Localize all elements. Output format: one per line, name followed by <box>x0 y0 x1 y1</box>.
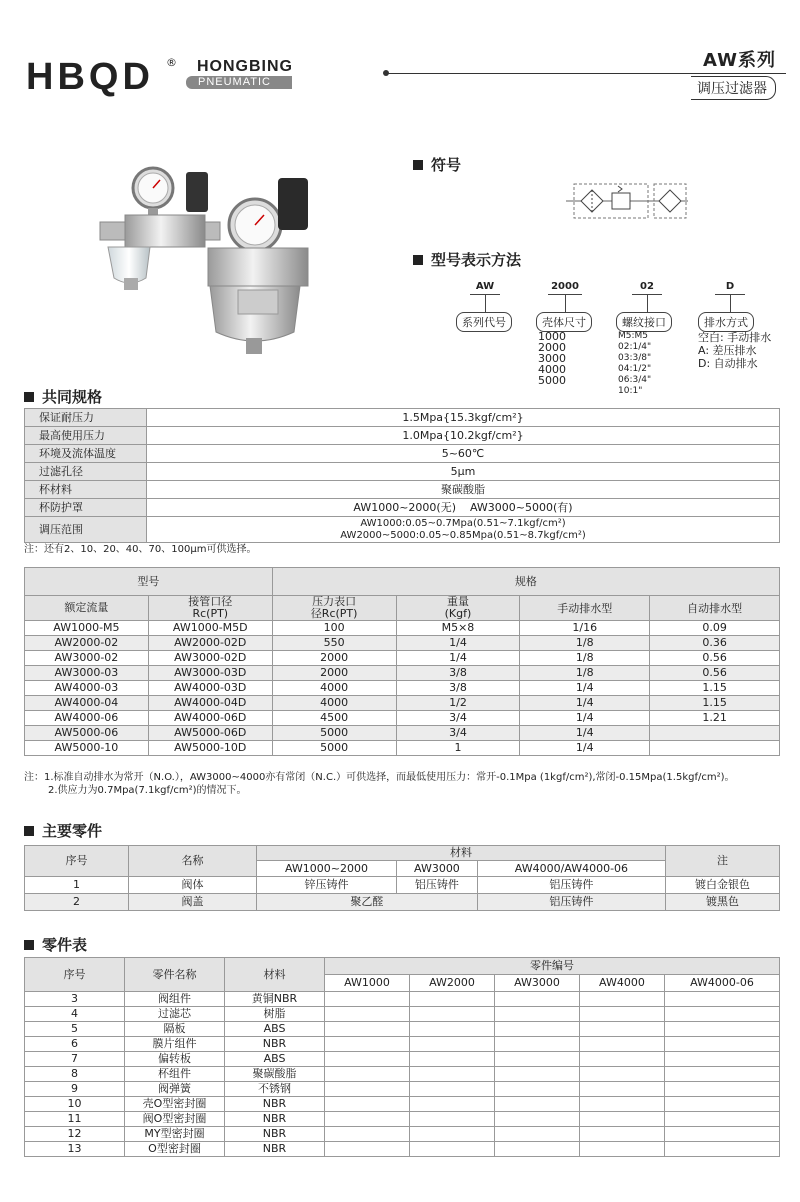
cell: AW4000-06D <box>148 711 272 726</box>
cell: 膜片组件 <box>125 1037 225 1052</box>
cell <box>409 1142 494 1157</box>
partlist-title-text: 零件表 <box>42 936 88 954</box>
cell: 不锈钢 <box>225 1082 325 1097</box>
cell: AW5000-06D <box>148 726 272 741</box>
drain-options <box>698 331 771 370</box>
label-housing-size: 壳体尺寸 <box>536 312 592 332</box>
symbol-title-text: 符号 <box>431 156 462 174</box>
table-row <box>25 1082 780 1097</box>
table-row <box>25 681 780 696</box>
cell: 1/4 <box>396 636 520 651</box>
cell: 2000 <box>272 666 396 681</box>
header-col: AW4000-06 <box>664 975 779 992</box>
size-options <box>538 331 566 386</box>
header-m1: AW1000~2000 <box>257 861 397 877</box>
drain-option: A: 差压排水 <box>698 344 757 357</box>
code-thread: 02 <box>640 281 654 292</box>
cell <box>579 1127 664 1142</box>
spec-key: 杯材料 <box>25 481 147 499</box>
partlist-section-title <box>24 934 87 955</box>
cell: 0.36 <box>650 636 780 651</box>
cell: 5000 <box>272 726 396 741</box>
cell: 1/16 <box>520 621 650 636</box>
table-row <box>25 636 780 651</box>
common-section-title <box>24 386 102 407</box>
table-row <box>25 1007 780 1022</box>
cell: 镀黑色 <box>666 894 780 911</box>
table-row <box>25 651 780 666</box>
cell: 11 <box>25 1112 125 1127</box>
cell: 10 <box>25 1097 125 1112</box>
cell: 过滤芯 <box>125 1007 225 1022</box>
cell <box>325 1052 410 1067</box>
label-series-code: 系列代号 <box>456 312 512 332</box>
cell <box>494 1112 579 1127</box>
cell: 1.15 <box>650 696 780 711</box>
thread-option: M5:M5 <box>618 331 649 341</box>
cell <box>664 1007 779 1022</box>
thread-option: 10:1" <box>618 386 643 396</box>
pneumatic-symbol-diagram <box>566 182 688 222</box>
cell: 1/4 <box>520 711 650 726</box>
cell: 1.15 <box>650 681 780 696</box>
cell: 1 <box>25 877 129 894</box>
header-name: 零件名称 <box>125 958 225 992</box>
drain-option: D: 自动排水 <box>698 357 758 370</box>
cell: AW2000-02D <box>148 636 272 651</box>
cell: 黄铜NBR <box>225 992 325 1007</box>
cell: 5 <box>25 1022 125 1037</box>
cell <box>494 1022 579 1037</box>
parts-section-title <box>24 820 102 841</box>
cell: 铝压铸件 <box>397 877 478 894</box>
cell: 镀白金银色 <box>666 877 780 894</box>
cell: 隔板 <box>125 1022 225 1037</box>
cell: 铝压铸件 <box>477 894 665 911</box>
cell <box>579 1142 664 1157</box>
cell: 1/8 <box>520 636 650 651</box>
header-gauge: 压力表口 径Rc(PT) <box>272 596 396 621</box>
cell: AW3000-02 <box>25 651 149 666</box>
header-auto: 自动排水型 <box>650 596 780 621</box>
brand-subname: PNEUMATIC <box>186 76 292 89</box>
code-size: 2000 <box>551 281 579 292</box>
square-bullet-icon <box>24 826 34 836</box>
cell: 0.56 <box>650 666 780 681</box>
cell <box>579 1022 664 1037</box>
spec-key: 调压范围 <box>25 517 147 543</box>
cell <box>409 1067 494 1082</box>
cell: ABS <box>225 1052 325 1067</box>
table-header-row <box>25 846 780 861</box>
table-row <box>25 1127 780 1142</box>
cell <box>664 1112 779 1127</box>
cell: 壳O型密封圈 <box>125 1097 225 1112</box>
cell: 1 <box>396 741 520 756</box>
common-spec-table <box>24 408 780 543</box>
cell: AW4000-03 <box>25 681 149 696</box>
table-row <box>25 666 780 681</box>
cell: AW3000-03 <box>25 666 149 681</box>
cell: NBR <box>225 1097 325 1112</box>
cell <box>409 1082 494 1097</box>
cell: 3/8 <box>396 681 520 696</box>
spec-note-1: 注：1.标准自动排水为常开（N.O.），AW3000~4000亦有常闭（N.C.）可供选择，而最低使用压力：常开-0.1Mpa (1kgf/cm²),常闭-0.15Mpa(1.5kgf/cm²)。 <box>24 772 735 783</box>
header-weight: 重量 (Kgf) <box>396 596 520 621</box>
code-drain: D <box>725 281 735 292</box>
cell <box>494 1037 579 1052</box>
cell: 5000 <box>272 741 396 756</box>
cell <box>579 1067 664 1082</box>
table-row <box>25 409 780 427</box>
cell: AW4000-06 <box>25 711 149 726</box>
spec-key: 环境及流体温度 <box>25 445 147 463</box>
table-row <box>25 992 780 1007</box>
cell <box>494 1052 579 1067</box>
cell <box>494 1082 579 1097</box>
cell <box>409 992 494 1007</box>
code-connector <box>565 294 566 312</box>
table-row <box>25 741 780 756</box>
cell <box>494 1067 579 1082</box>
cell: 聚碳酸脂 <box>225 1067 325 1082</box>
symbol-section-title <box>413 154 461 175</box>
label-thread-port: 螺纹接口 <box>616 312 672 332</box>
table-row <box>25 1022 780 1037</box>
cell <box>325 1127 410 1142</box>
table-row <box>25 427 780 445</box>
cell <box>494 1127 579 1142</box>
table-row <box>25 499 780 517</box>
cell: MY型密封圈 <box>125 1127 225 1142</box>
cell: O型密封圈 <box>125 1142 225 1157</box>
header-model: 型号 <box>25 568 273 596</box>
cell: 13 <box>25 1142 125 1157</box>
cell <box>494 1007 579 1022</box>
cell: 0.09 <box>650 621 780 636</box>
product-subtitle: 调压过滤器 <box>691 76 776 100</box>
cell: 4 <box>25 1007 125 1022</box>
cell: 阀弹簧 <box>125 1082 225 1097</box>
common-note: 注：还有2、10、20、40、70、100μm可供选择。 <box>24 544 257 555</box>
cell <box>494 992 579 1007</box>
size-option: 4000 <box>538 363 566 376</box>
cell <box>409 1037 494 1052</box>
cell <box>325 1067 410 1082</box>
cell <box>325 1112 410 1127</box>
cell: ABS <box>225 1022 325 1037</box>
header-col: AW1000 <box>325 975 410 992</box>
main-parts-table <box>24 845 780 911</box>
cell: 阀组件 <box>125 992 225 1007</box>
brand-name: HONGBING <box>197 58 293 75</box>
cell <box>325 1022 410 1037</box>
cell: 2000 <box>272 651 396 666</box>
cell: 树脂 <box>225 1007 325 1022</box>
cell: 9 <box>25 1082 125 1097</box>
cell: 3/4 <box>396 726 520 741</box>
cell: 1.21 <box>650 711 780 726</box>
header-col: AW4000 <box>579 975 664 992</box>
table-row <box>25 481 780 499</box>
cell: M5×8 <box>396 621 520 636</box>
cell <box>664 1022 779 1037</box>
table-row <box>25 877 780 894</box>
cell: NBR <box>225 1127 325 1142</box>
cell: 锌压铸件 <box>257 877 397 894</box>
size-option: 3000 <box>538 352 566 365</box>
cell: 聚乙醛 <box>257 894 478 911</box>
cell: 1/4 <box>520 741 650 756</box>
cell: 2 <box>25 894 129 911</box>
square-bullet-icon <box>24 940 34 950</box>
cell: 偏转板 <box>125 1052 225 1067</box>
cell: NBR <box>225 1112 325 1127</box>
cell <box>579 1112 664 1127</box>
label-drain-method: 排水方式 <box>698 312 754 332</box>
header-flow: 额定流量 <box>25 596 149 621</box>
table-header-row <box>25 568 780 596</box>
cell: 4000 <box>272 696 396 711</box>
cell: 12 <box>25 1127 125 1142</box>
cell: AW3000-03D <box>148 666 272 681</box>
header-col: AW2000 <box>409 975 494 992</box>
cell: 铝压铸件 <box>477 877 665 894</box>
spec-value: 1.5Mpa{15.3kgf/cm²} <box>147 409 780 427</box>
cell: AW4000-04D <box>148 696 272 711</box>
cell <box>579 1052 664 1067</box>
header-manual: 手动排水型 <box>520 596 650 621</box>
cell <box>325 1037 410 1052</box>
thread-option: 03:3/8" <box>618 353 652 363</box>
spec-note-2: 2.供应力为0.7Mpa(7.1kgf/cm²)的情况下。 <box>48 785 247 796</box>
spec-value: 聚碳酸脂 <box>147 481 780 499</box>
cell <box>325 1082 410 1097</box>
table-row <box>25 1112 780 1127</box>
cell <box>494 1142 579 1157</box>
table-row <box>25 1097 780 1112</box>
cell <box>325 1097 410 1112</box>
parts-title-text: 主要零件 <box>42 822 103 840</box>
cell: 550 <box>272 636 396 651</box>
header-no: 序号 <box>25 846 129 877</box>
spec-key: 最高使用压力 <box>25 427 147 445</box>
table-row <box>25 1037 780 1052</box>
cell <box>650 741 780 756</box>
cell: NBR <box>225 1037 325 1052</box>
cell: 1/4 <box>520 681 650 696</box>
cell <box>409 1127 494 1142</box>
cell <box>409 1112 494 1127</box>
cell: AW5000-10 <box>25 741 149 756</box>
cell: 3 <box>25 992 125 1007</box>
spec-value: AW1000~2000(无) AW3000~5000(有) <box>147 499 780 517</box>
cell: AW5000-10D <box>148 741 272 756</box>
cell: 1/8 <box>520 651 650 666</box>
cell <box>325 1142 410 1157</box>
table-row <box>25 621 780 636</box>
cell: 杯组件 <box>125 1067 225 1082</box>
cell: NBR <box>225 1142 325 1157</box>
square-bullet-icon <box>24 392 34 402</box>
cell: 6 <box>25 1037 125 1052</box>
spec-key: 杯防护罩 <box>25 499 147 517</box>
cell: 7 <box>25 1052 125 1067</box>
thread-option: 02:1/4" <box>618 342 652 352</box>
cell <box>579 1037 664 1052</box>
model-spec-table <box>24 567 780 756</box>
cell: 1/8 <box>520 666 650 681</box>
cell <box>664 1052 779 1067</box>
cell: 4500 <box>272 711 396 726</box>
size-option: 5000 <box>538 374 566 387</box>
table-header-row <box>25 958 780 975</box>
spec-value <box>147 517 780 543</box>
cell: 3/8 <box>396 666 520 681</box>
cell: 阀体 <box>129 877 257 894</box>
cell: AW4000-04 <box>25 696 149 711</box>
table-row <box>25 711 780 726</box>
cell <box>650 726 780 741</box>
header-part-number: 零件编号 <box>325 958 780 975</box>
table-row <box>25 894 780 911</box>
model-section-title <box>413 249 521 270</box>
header-spec: 规格 <box>272 568 779 596</box>
header-m3: AW4000/AW4000-06 <box>477 861 665 877</box>
cell <box>325 1007 410 1022</box>
cell: AW5000-06 <box>25 726 149 741</box>
drain-option: 空白: 手动排水 <box>698 331 772 344</box>
thread-options <box>618 331 651 397</box>
header-m2: AW3000 <box>397 861 478 877</box>
cell: AW1000-M5D <box>148 621 272 636</box>
table-row <box>25 463 780 481</box>
product-image <box>90 160 310 360</box>
header-rule <box>386 73 786 74</box>
code-series: AW <box>475 281 495 292</box>
cell <box>664 1142 779 1157</box>
table-row <box>25 517 780 543</box>
cell <box>664 1127 779 1142</box>
cell <box>325 992 410 1007</box>
code-connector <box>647 294 648 312</box>
cell: 1/4 <box>520 726 650 741</box>
square-bullet-icon <box>413 160 423 170</box>
thread-option: 04:1/2" <box>618 364 652 374</box>
cell <box>409 1022 494 1037</box>
brand-logo: HBQD <box>26 56 154 98</box>
cell: 4000 <box>272 681 396 696</box>
cell <box>579 1097 664 1112</box>
spec-value: 5~60℃ <box>147 445 780 463</box>
cell: 阀O型密封圈 <box>125 1112 225 1127</box>
cell: AW4000-03D <box>148 681 272 696</box>
cell <box>409 1097 494 1112</box>
range-line: AW1000:0.05~0.7Mpa(0.51~7.1kgf/cm²) <box>360 517 566 529</box>
header-no: 序号 <box>25 958 125 992</box>
header-note: 注 <box>666 846 780 877</box>
size-option: 1000 <box>538 330 566 343</box>
table-row <box>25 1052 780 1067</box>
size-option: 2000 <box>538 341 566 354</box>
table-row <box>25 1067 780 1082</box>
cell <box>664 1037 779 1052</box>
spec-value: 1.0Mpa{10.2kgf/cm²} <box>147 427 780 445</box>
cell: 1/2 <box>396 696 520 711</box>
cell <box>664 1067 779 1082</box>
header-material: 材料 <box>257 846 666 861</box>
cell: 0.56 <box>650 651 780 666</box>
code-connector <box>730 294 731 312</box>
cell <box>409 1007 494 1022</box>
model-title-text: 型号表示方法 <box>431 251 522 269</box>
cell: 3/4 <box>396 711 520 726</box>
range-line: AW2000~5000:0.05~0.85Mpa(0.51~8.7kgf/cm²) <box>340 529 586 541</box>
header-col: AW3000 <box>494 975 579 992</box>
cell <box>579 1007 664 1022</box>
code-connector <box>485 294 486 312</box>
cell: 8 <box>25 1067 125 1082</box>
spec-key: 保证耐压力 <box>25 409 147 427</box>
square-bullet-icon <box>413 255 423 265</box>
cell <box>664 992 779 1007</box>
cell <box>664 1097 779 1112</box>
cell <box>579 1082 664 1097</box>
cell: AW3000-02D <box>148 651 272 666</box>
cell <box>409 1052 494 1067</box>
header-name: 名称 <box>129 846 257 877</box>
header-port: 接管口径 Rc(PT) <box>148 596 272 621</box>
table-row <box>25 726 780 741</box>
table-row <box>25 696 780 711</box>
thread-option: 06:3/4" <box>618 375 652 385</box>
spec-value: 5μm <box>147 463 780 481</box>
cell <box>579 992 664 1007</box>
spec-key: 过滤孔径 <box>25 463 147 481</box>
table-row <box>25 445 780 463</box>
cell: 1/4 <box>396 651 520 666</box>
header-material: 材料 <box>225 958 325 992</box>
cell <box>494 1097 579 1112</box>
registered-mark: ® <box>166 56 177 69</box>
cell: AW1000-M5 <box>25 621 149 636</box>
cell: 100 <box>272 621 396 636</box>
parts-list-table <box>24 957 780 1157</box>
cell: AW2000-02 <box>25 636 149 651</box>
cell: 阀盖 <box>129 894 257 911</box>
cell: 1/4 <box>520 696 650 711</box>
common-title-text: 共同规格 <box>42 388 103 406</box>
series-title: AW系列 <box>703 50 776 71</box>
cell <box>664 1082 779 1097</box>
table-row <box>25 1142 780 1157</box>
